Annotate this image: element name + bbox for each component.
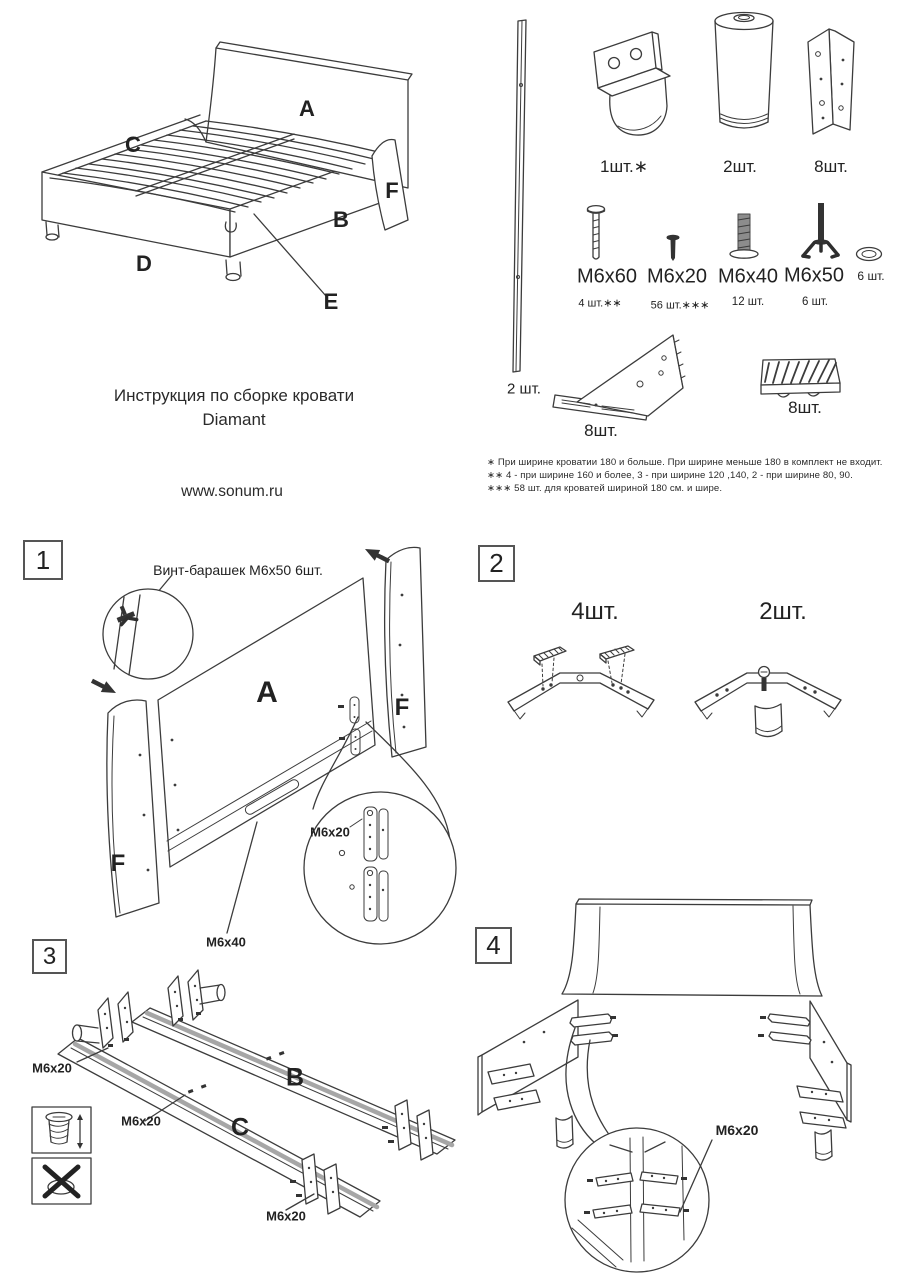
leg-qty-label: 2шт. xyxy=(723,157,757,176)
pad-qty-label: 8шт. xyxy=(788,398,822,417)
step3-rails-drawing xyxy=(50,958,470,1280)
side-panel-f-left xyxy=(107,700,159,917)
screw-m6x60-qty: 4 шт.∗∗ xyxy=(578,297,622,310)
step1-magnifier-bracket-detail xyxy=(304,792,456,944)
step3-label-b: B xyxy=(285,1063,305,1092)
step1-number-box: 1 xyxy=(23,540,63,580)
step4-callout-m6x20: M6x20 xyxy=(715,1122,759,1138)
right-junction-brackets xyxy=(758,1014,811,1044)
cup-bracket-qty-label: 1шт.∗ xyxy=(600,157,648,176)
cup-bracket-part-drawing xyxy=(582,22,674,144)
step1-magnifier-wing-screw xyxy=(103,589,193,679)
screw-depth-warning-icon xyxy=(31,1106,92,1154)
angle-bracket-part-drawing xyxy=(802,22,864,146)
screw-m6x40-qty: 12 шт. xyxy=(731,296,765,308)
step1-callout-m6x40: M6x40 xyxy=(206,934,246,950)
right-side-rail xyxy=(810,1001,851,1122)
overview-label-c: C xyxy=(125,132,141,157)
side-panel-f-right xyxy=(385,547,426,757)
screw-m6x20-drawing xyxy=(662,232,684,264)
step2-corner-bracket-pads-drawing xyxy=(498,640,668,720)
screw-m6x60-drawing xyxy=(582,202,610,266)
strip-part-drawing xyxy=(505,15,533,377)
step3-number-box: 3 xyxy=(32,939,67,974)
step1-drawing xyxy=(20,535,460,995)
screw-m6x20-qty: 56 шт.∗∗∗ xyxy=(650,299,710,312)
screw-m6x50-qty: 6 шт. xyxy=(801,296,829,308)
step3-label-c: C xyxy=(230,1113,250,1142)
left-end-brackets-and-leg xyxy=(488,1064,573,1148)
right-end-brackets-and-leg xyxy=(797,1086,846,1160)
overview-label-e: E xyxy=(323,289,339,314)
wing-screw-m6x50-drawing xyxy=(797,200,843,266)
footnote-1: ∗ При ширине кроватии 180 и больше. При ширине меньше 180 в комплект не входит. xyxy=(487,457,883,468)
washer-qty-label: 6 шт. xyxy=(857,269,885,283)
corner-bracket-qty-label: 8шт. xyxy=(584,421,618,440)
step3-callout3-m6x20: M6x20 xyxy=(266,1208,306,1224)
pad-part-drawing xyxy=(753,343,848,403)
overview-label-a: A xyxy=(299,96,315,121)
direction-arrow-icon xyxy=(89,675,119,698)
step2-qty-legs: 2шт. xyxy=(759,598,807,625)
step4-number-box: 4 xyxy=(475,927,512,964)
screw-m6x40-name: М6х40 xyxy=(717,265,779,288)
footnote-2: ∗∗ 4 - при ширине 160 и более, 3 - при ширине 120 ,140, 2 - при ширине 80, 90. xyxy=(487,470,853,481)
headboard-rear-panel xyxy=(562,899,822,996)
step2-number-box: 2 xyxy=(478,545,515,582)
cylindrical-leg xyxy=(755,704,782,737)
angle-bracket-qty-label: 8шт. xyxy=(814,157,848,176)
step2-corner-bracket-leg-drawing xyxy=(685,640,855,752)
screw-m6x40-drawing xyxy=(727,210,761,266)
step1-note: Винт-барашек М6х50 6шт. xyxy=(153,562,323,578)
step3-callout2-m6x20: M6x20 xyxy=(121,1113,161,1129)
overview-label-d: D xyxy=(136,251,152,276)
do-not-overtighten-warning-icon xyxy=(31,1157,92,1205)
step1-label-f-left: F xyxy=(110,850,126,877)
step1-label-a: A xyxy=(256,676,278,709)
corner-bracket-part-drawing xyxy=(548,328,693,428)
footnote-3: ∗∗∗ 58 шт. для кроватей шириной 180 см. и шире. xyxy=(487,483,723,494)
step2-qty-pads: 4шт. xyxy=(571,598,619,625)
screw-m6x20-name: М6х20 xyxy=(646,265,708,288)
page-title-line2: Diamant xyxy=(202,410,266,429)
page-title-line1: Инструкция по сборке кровати xyxy=(113,386,355,405)
rail-b-left-end-assembly xyxy=(168,970,225,1026)
overview-label-b: B xyxy=(333,207,349,232)
washer-drawing xyxy=(854,244,884,264)
website-url: www.sonum.ru xyxy=(181,483,283,500)
step3-callout1-m6x20: M6x20 xyxy=(32,1060,72,1076)
strip-qty-label: 2 шт. xyxy=(507,380,541,398)
screw-m6x60-name: М6х60 xyxy=(576,265,638,288)
step1-label-f-right: F xyxy=(394,694,410,721)
overview-label-f: F xyxy=(385,178,399,203)
step4-magnifier-bracket-detail xyxy=(565,1128,709,1272)
step4-assembly-drawing xyxy=(460,890,900,1280)
leg-part-drawing xyxy=(708,6,780,146)
step1-callout-m6x20: M6x20 xyxy=(310,824,350,840)
screw-m6x50-name: М6х50 xyxy=(783,264,845,287)
